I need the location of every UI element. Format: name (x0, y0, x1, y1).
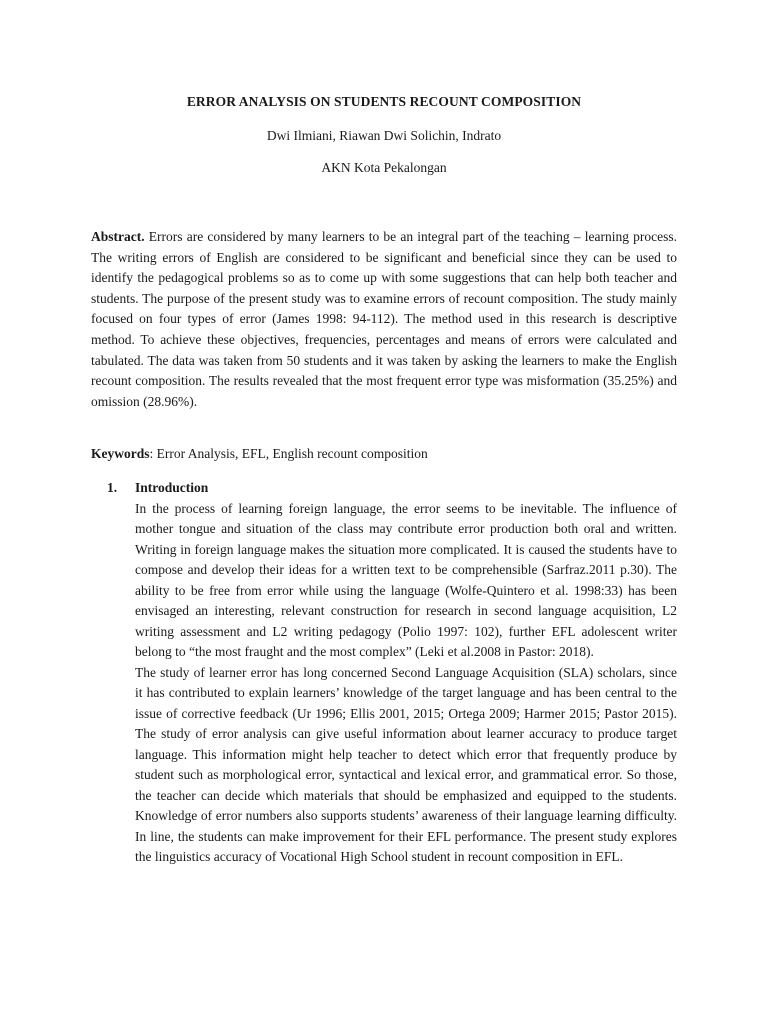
section-title: Introduction (135, 480, 209, 495)
keywords-text: : Error Analysis, EFL, English recount composition (149, 446, 428, 461)
keywords (91, 444, 677, 465)
abstract (91, 227, 677, 412)
paper-affiliation: AKN Kota Pekalongan (321, 160, 447, 175)
abstract-text: Errors are considered by many learners to be an integral part of the teaching – learning process. The writing errors of English are considered to be significant and beneficial since they can be used to identify the pedagogical problems so as to come up with some suggestions that can help both teacher and students. The purpose of the present study was to examine errors of recount composition. The study mainly focused on four types of error (James 1998: 94-112). The method used in this research is descriptive method. To achieve these objectives, frequencies, percentages and means of errors were calculated and tabulated. The data was taken from 50 students and it was taken by asking the learners to make the English recount composition. The results revealed that the most frequent error type was misformation (35.25%) and omission (28.96%). (91, 229, 677, 409)
intro-paragraph-1: In the process of learning foreign language, the error seems to be inevitable. The influence of mother tongue and situation of the class may contribute error production both oral and written. Writing in foreign language makes the situation more complicated. It is caused the students have to compose and develop their ideas for a written text to be comprehensible (Sarfraz.2011 p.30). The ability to be free from error while using the language (Wolfe-Quintero et al. 1998:33) has been envisaged an interesting, relevant construction for research in second language acquisition, L2 writing assessment and L2 writing pedagogy (Polio 1997: 102), further EFL adolescent writer belong to “the most fraught and the most complex” (Leki et al.2008 in Pastor: 2018). (135, 500, 677, 660)
keywords-label: Keywords (91, 446, 150, 461)
section-heading (107, 478, 677, 499)
intro-paragraph-2: The study of learner error has long concerned Second Language Acquisition (SLA) scholars, since it has contributed to explain learners’ knowledge of the target language and has been central to the issue of corrective feedback (Ur 1996; Ellis 2001, 2015; Ortega 2009; Harmer 2015; Pastor 2015). The study of error analysis can give useful information about learner accuracy to produce target language. This information might help teacher to detect which error that frequently produce by student such as morphological error, syntactical and lexical error, and grammatical error. So those, the teacher can decide which materials that should be emphasized and equipped to the students. Knowledge of error numbers also supports students’ awareness of their language learning difficulty. In line, the students can make improvement for their EFL performance. The present study explores the linguistics accuracy of Vocational High School student in recount composition in EFL. (135, 664, 677, 865)
abstract-label: Abstract. (91, 229, 145, 244)
paper-title: ERROR ANALYSIS ON STUDENTS RECOUNT COMPOSITION (186, 94, 582, 109)
paper-authors: Dwi Ilmiani, Riawan Dwi Solichin, Indrato (266, 128, 502, 143)
introduction-section (107, 478, 677, 868)
section-number: 1. (107, 480, 118, 495)
